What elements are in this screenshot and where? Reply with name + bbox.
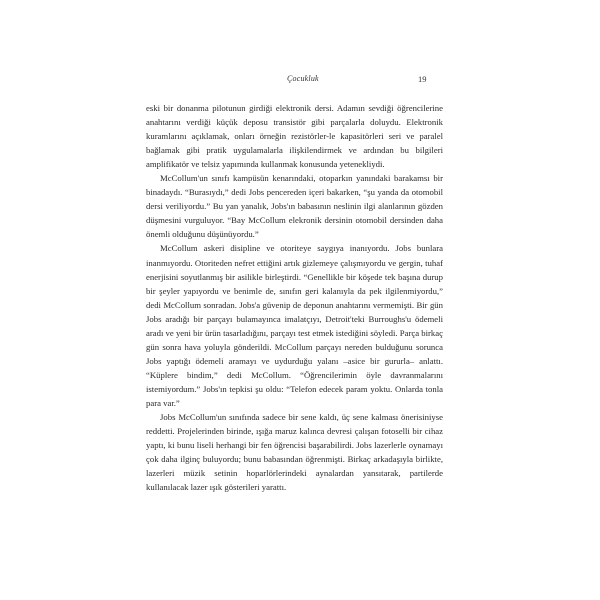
paragraph: McCollum'un sınıfı kampüsün kenarındaki, otoparkın yanındaki barakamsı bir binadaydı. “Burasıydı,” dedi Jobs pencereden içeri bakarken, “şu yanda da otomobil dersi veriliyordu.” Bu yan yanalık, Jobs'ın babasının neslinin ilgi alanlarının gözden düşmesini vurguluyor. “Bay McCollum elekronik dersinin otomobil dersinden daha önemli olduğunu düşünüyordu.” [146, 173, 443, 240]
chapter-title: Çocukluk [287, 74, 319, 83]
paragraph: Jobs McCollum'un sınıfında sadece bir sene kaldı, üç sene kalması önerisiniyse reddetti. Projelerinden birinde, ışığa maruz kalınca devresi çalışan fotoselli bir cihaz yaptı, ki bunu liseli herhangi bir fen öğrencisi başarabilirdi. Jobs lazerlerle oynamayı çok daha ilginç buluyordu; bunu babasından öğrenmişti. Birkaç arkadaşıyla birlikte, lazerleri müzik setinin hoparlörlerindeki aynalardan yansıtarak, partilerde kullanılacak lazer ışık gösterileri yarattı. [146, 412, 443, 493]
paragraph: McCollum askeri disipline ve otoriteye saygıya inanıyordu. Jobs bunlara inanmıyordu. Otoriteden nefret ettiğini artık gizlemeye çalışmıyordu ve gergin, tuhaf enerjisini soyutlanmış bir asilikle birleştirdi. “Genellikle bir köşede tek başına durup bir şeyler yapıyordu ve benimle de, sınıfın geri kalanıyla da pek ilgilenmiyordu,” dedi McCollum sonradan. Jobs'a güvenip de deponun anahtarını vermemişti. Bir gün Jobs aradığı bir parçayı bulamayınca imalatçıyı, Detroit'teki Burroughs'u ödemeli aradı ve yeni bir ürün tasarladığını, parçayı test etmek istediğini söyledi. Parça birkaç gün sonra hava yoluyla gönderildi. McCollum parçayı nereden bulduğunu sorunca Jobs yaptığı ödemeli aramayı ve uydurduğu yalanı –asice bir gururla– anlattı. “Küplere bindim,” dedi McCollum. “Öğrencilerimin öyle davranmalarını istemiyordum.” Jobs'ın tepkisi şu oldu: “Telefon edecek param yoktu. Onlarda tonla para var.” [146, 243, 443, 408]
page-number: 19 [418, 74, 427, 84]
body-text [146, 101, 443, 494]
running-head [0, 74, 600, 88]
paragraph-continued: eski bir donanma pilotunun girdiği elektronik dersi. Adamın sevdiği öğrencilerine anahtarını verdiği küçük deposu transistör gibi parçalarla doluydu. Elektronik kuramlarını açıklamak, onları örneğin rezistörler-le kapasitörleri seri ve paralel bağlamak gibi pratik uygulamalarla ilişkilendirmek ve ardından bu bilgileri amplifikatör ve telsiz yapımında kullanmak konusunda yetenekliydi. [146, 103, 443, 170]
